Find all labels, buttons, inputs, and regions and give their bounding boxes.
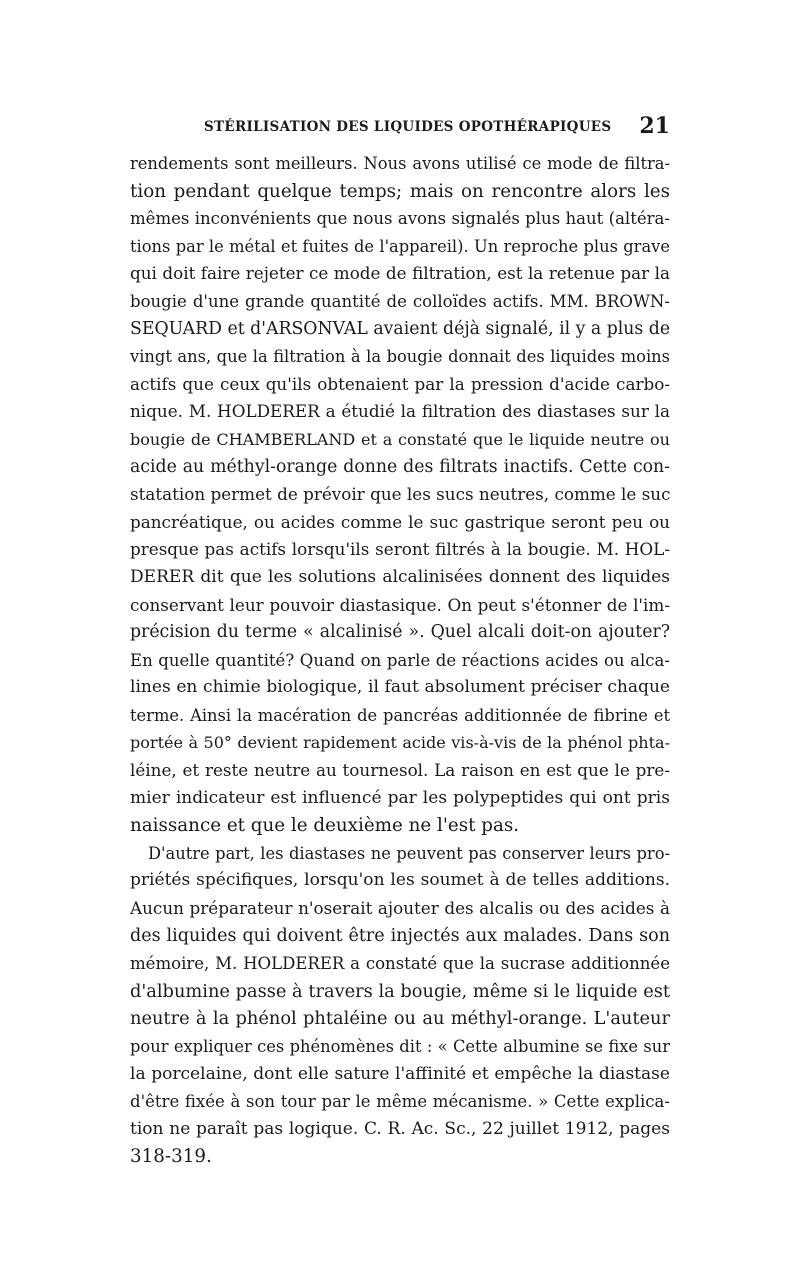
text-line: léine, et reste neutre au tournesol. La raison en est que le pre- [130, 760, 670, 781]
text-line: DERER dit que les solutions alcalinisées donnent des liquides [130, 566, 670, 587]
paragraph-1 [130, 150, 670, 840]
text-line: priétés spécifiques, lorsqu'on les soumet à de telles additions. [130, 870, 670, 891]
text-line: mémoire, M. HOLDERER a constaté que la sucrase additionnée [130, 954, 670, 974]
text-line: D'autre part, les diastases ne peuvent pas conserver leurs pro- [148, 843, 670, 863]
text-line: mier indicateur est influencé par les polypeptides qui ont pris [130, 787, 670, 808]
text-line: tion ne paraît pas logique. C. R. Ac. Sc., 22 juillet 1912, pages [130, 1118, 670, 1139]
text-line: d'albumine passe à travers la bougie, même si le liquide est [130, 980, 670, 1002]
text-line: 318-319. [130, 1146, 212, 1168]
page-number: 21 [639, 113, 670, 139]
text-line: Aucun préparateur n'oserait ajouter des alcalis ou des acides à [130, 898, 670, 919]
paragraph-2 [130, 840, 670, 1171]
text-line: acide au méthyl-orange donne des filtrats inactifs. Cette con- [130, 456, 670, 477]
text-line: des liquides qui doivent être injectés aux malades. Dans son [130, 925, 670, 946]
text-line: portée à 50° devient rapidement acide vis-à-vis de la phénol phta- [130, 733, 670, 753]
text-line: rendements sont meilleurs. Nous avons utilisé ce mode de filtra- [130, 154, 670, 173]
text-line: statation permet de prévoir que les sucs neutres, comme le suc [130, 484, 670, 505]
text-line: bougie de CHAMBERLAND et a constaté que le liquide neutre ou [130, 429, 670, 449]
text-line: neutre à la phénol phtaléine ou au méthyl-orange. L'auteur [130, 1008, 670, 1030]
text-line: tion pendant quelque temps; mais on rencontre alors les [130, 180, 670, 202]
running-head [130, 113, 670, 141]
text-line: la porcelaine, dont elle sature l'affinité et empêche la diastase [130, 1063, 670, 1084]
text-line: pour expliquer ces phénomènes dit : « Cette albumine se fixe sur [130, 1037, 670, 1056]
text-line: actifs que ceux qu'ils obtenaient par la pression d'acide carbo- [130, 373, 670, 394]
text-line: vingt ans, que la filtration à la bougie donnait des liquides moins [130, 347, 670, 367]
text-line: En quelle quantité? Quand on parle de réactions acides ou alca- [130, 650, 670, 670]
text-line: précision du terme « alcalinisé ». Quel alcali doit-on ajouter? [130, 622, 670, 643]
text-line: lines en chimie biologique, il faut absolument préciser chaque [130, 677, 670, 698]
text-line: nique. M. HOLDERER a étudié la filtration des diastases sur la [130, 401, 670, 422]
text-line: bougie d'une grande quantité de colloïdes actifs. MM. BROWN- [130, 291, 670, 311]
text-line: tions par le métal et fuites de l'appareil). Un reproche plus grave [130, 236, 670, 256]
text-line: conservant leur pouvoir diastasique. On peut s'étonner de l'im- [130, 594, 670, 615]
text-line: SEQUARD et d'ARSONVAL avaient déjà signalé, il y a plus de [130, 318, 670, 339]
body-text [130, 150, 670, 1171]
text-line: d'être fixée à son tour par le même mécanisme. » Cette explica- [130, 1092, 670, 1112]
text-line: presque pas actifs lorsqu'ils seront filtrés à la bougie. M. HOL- [130, 539, 670, 560]
running-title: STÉRILISATION DES LIQUIDES OPOTHÉRAPIQUES [204, 119, 612, 135]
text-line: pancréatique, ou acides comme le suc gastrique seront peu ou [130, 511, 670, 532]
text-line: mêmes inconvénients que nous avons signalés plus haut (altéra- [130, 209, 670, 229]
text-line: terme. Ainsi la macération de pancréas additionnée de fibrine et [130, 705, 670, 725]
text-line: qui doit faire rejeter ce mode de filtration, est la retenue par la [130, 263, 670, 284]
text-line: naissance et que le deuxième ne l'est pas. [130, 815, 520, 837]
